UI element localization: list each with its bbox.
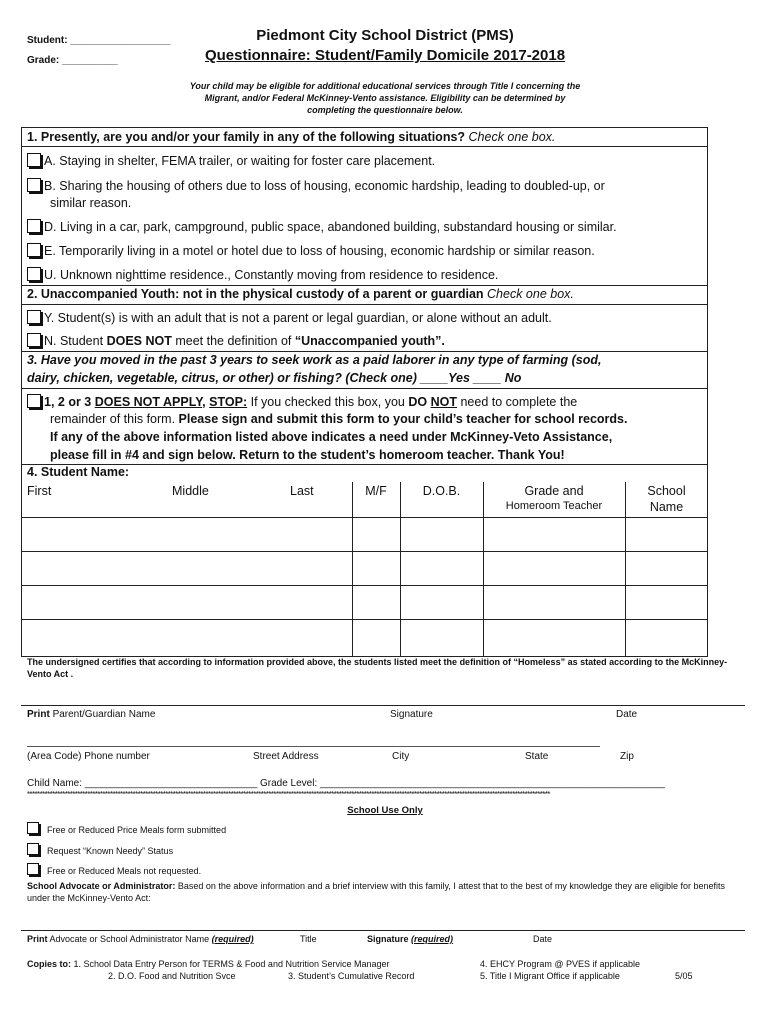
copies-line-4: 4. EHCY Program @ PVES if applicable	[480, 959, 641, 969]
advocate-signature-label: Signature (required)	[367, 934, 454, 944]
checkbox-icon[interactable]	[27, 178, 41, 192]
q1-option-e[interactable]: E. Temporarily living in a motel or hotel due to loss of housing, economic hardship or similar reason.	[27, 243, 595, 258]
q1-option-d[interactable]: D. Living in a car, park, campground, public space, abandoned building, substandard housing or similar.	[27, 219, 617, 234]
date-label: Date	[616, 709, 638, 720]
grade-field-label: Grade: __________	[27, 55, 118, 66]
checkbox-icon[interactable]	[27, 243, 41, 257]
q2-option-n[interactable]: N. Student DOES NOT meet the definition of “Unaccompanied youth”.	[27, 333, 445, 348]
certification-text: The undersigned certifies that according to information provided above, the students listed meet the definition of “Homeless” as stated according to the McKinney-Vento Act .	[27, 657, 728, 679]
col-school: School	[647, 484, 686, 498]
q1-option-b[interactable]: B. Sharing the housing of others due to loss of housing, economic hardship, leading to doubled-up, or	[27, 178, 605, 193]
copies-line-5: 5. Title I Migrant Office if applicable	[480, 971, 620, 981]
signature-label: Signature	[390, 709, 433, 720]
street-label: Street Address	[253, 751, 319, 762]
q3-not-apply-cont: remainder of this form. Please sign and submit this form to your child’s teacher for school records.	[50, 412, 628, 426]
phone-label: (Area Code) Phone number	[27, 751, 150, 762]
q1-option-u[interactable]: U. Unknown nighttime residence., Constantly moving from residence to residence.	[27, 267, 498, 282]
copies-line-3: 3. Student’s Cumulative Record	[288, 971, 415, 981]
form-title: Questionnaire: Student/Family Domicile 2017-2018	[204, 47, 566, 64]
advocate-date-label: Date	[533, 934, 553, 944]
school-use-item-2[interactable]: Request “Known Needy” Status	[27, 843, 173, 856]
intro-text: Your child may be eligible for additional educational services through Title I concerning the Migrant, and/or Federal McKinney-Vento assistance. Eligibility can be determined by completing the questionnaire below.	[189, 81, 581, 115]
q2-heading: 2. Unaccompanied Youth: not in the physical custody of a parent or guardian Check one box.	[27, 287, 574, 301]
district-title: Piedmont City School District (PMS)	[256, 27, 514, 44]
school-use-item-3[interactable]: Free or Reduced Meals not requested.	[27, 863, 201, 876]
q3-line2: dairy, chicken, vegetable, citrus, or other) or fishing? (Check one) ____Yes ____ No	[27, 371, 522, 385]
mckinney-line2: please fill in #4 and sign below. Return to the student’s homeroom teacher. Thank You!	[50, 448, 565, 462]
student-field-label: Student: __________________	[27, 35, 171, 46]
separator: ****************************************************************************************************************************************************************************************************************	[27, 790, 550, 799]
advocate-statement: School Advocate or Administrator: Based on the above information and a brief interview with this family, I attest that to the best of my knowledge they are eligible for benefits under the McKinney-Vento Act:	[27, 881, 726, 903]
col-grade: Grade and	[524, 484, 584, 498]
col-dob: D.O.B.	[422, 484, 461, 498]
checkbox-icon[interactable]	[27, 219, 41, 233]
school-use-item-1[interactable]: Free or Reduced Price Meals form submitted	[27, 822, 226, 835]
col-middle: Middle	[172, 484, 209, 498]
col-first: First	[27, 484, 52, 498]
q1-heading: 1. Presently, are you and/or your family in any of the following situations? Check one box.	[27, 130, 556, 144]
q4-heading: 4. Student Name:	[27, 465, 130, 479]
child-name-line: Child Name: _______________________________ Grade Level: ______________________________________________________________	[27, 778, 665, 789]
checkbox-icon[interactable]	[27, 310, 41, 324]
checkbox-icon[interactable]	[27, 863, 39, 875]
col-last: Last	[290, 484, 314, 498]
col-grade-sub: Homeroom Teacher	[505, 500, 603, 512]
col-mf: M/F	[365, 484, 387, 498]
q3-not-apply[interactable]: 1, 2 or 3 DOES NOT APPLY, STOP: If you checked this box, you DO NOT need to complete the	[27, 394, 577, 409]
state-label: State	[525, 751, 549, 762]
title-label: Title	[300, 934, 317, 944]
q2-option-y[interactable]: Y. Student(s) is with an adult that is not a parent or legal guardian, or alone without an adult.	[27, 310, 552, 325]
advocate-name-label: Print Advocate or School Administrator Name (required)	[27, 934, 254, 944]
form-version: 5/05	[675, 971, 693, 981]
copies-line-2: 2. D.O. Food and Nutrition Svce	[108, 971, 236, 981]
checkbox-icon[interactable]	[27, 333, 41, 347]
school-use-heading: School Use Only	[347, 805, 423, 816]
q3-line1: 3. Have you moved in the past 3 years to seek work as a paid laborer in any type of farming (sod,	[27, 353, 602, 367]
q1-option-a[interactable]: A. Staying in shelter, FEMA trailer, or waiting for foster care placement.	[27, 153, 435, 168]
checkbox-icon[interactable]	[27, 822, 39, 834]
checkbox-icon[interactable]	[27, 394, 41, 408]
col-school-sub: Name	[649, 500, 684, 514]
zip-label: Zip	[620, 751, 634, 762]
q1-option-b-cont: similar reason.	[50, 196, 132, 210]
parent-name-label: Print Parent/Guardian Name	[27, 709, 156, 720]
checkbox-icon[interactable]	[27, 843, 39, 855]
checkbox-icon[interactable]	[27, 153, 41, 167]
copies-line-1: Copies to: 1. School Data Entry Person for TERMS & Food and Nutrition Service Manager	[27, 959, 390, 969]
city-label: City	[392, 751, 410, 762]
checkbox-icon[interactable]	[27, 267, 41, 281]
mckinney-line1: If any of the above information listed above indicates a need under McKinney-Veto Assistance,	[50, 430, 613, 444]
